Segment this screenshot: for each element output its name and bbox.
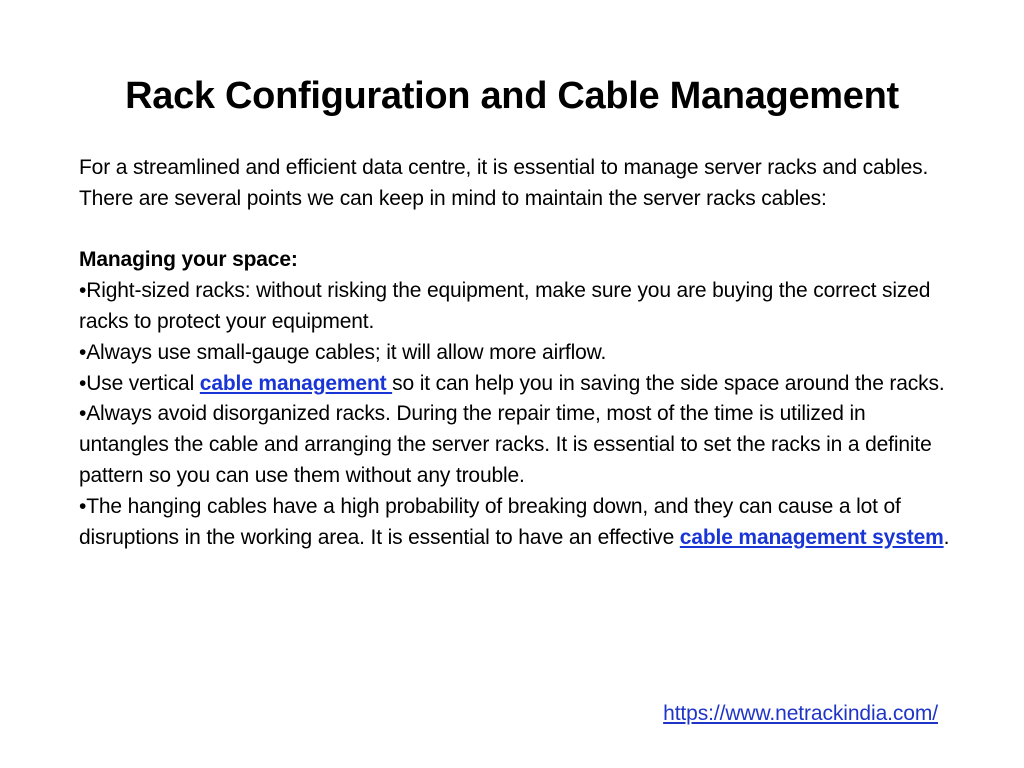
cable-management-link[interactable]: cable management: [199, 371, 393, 395]
bullet-text: Always avoid disorganized racks. During the repair time, most of the time is utilized in untangles the cable and arranging the server racks. It is essential to set the racks in a definite pattern so you can use them without any trouble.: [79, 402, 932, 487]
bullet-text: Right-sized racks: without risking the equipment, make sure you are buying the correct sized racks to protect your equipment.: [79, 279, 931, 333]
intro-paragraph: For a streamlined and efficient data centre, it is essential to manage server racks and cables. There are several points we can keep in mind to maintain the server racks cables:: [79, 156, 929, 210]
slide-title: Rack Configuration and Cable Management: [125, 75, 899, 117]
cable-management-system-link[interactable]: cable management system: [679, 525, 944, 549]
bullet-text-after: .: [943, 525, 950, 549]
bullet-item: [79, 492, 959, 554]
bullet-marker: •: [79, 340, 87, 364]
bullet-text: Always use small-gauge cables; it will allow more airflow.: [86, 340, 607, 364]
bullet-item: [79, 369, 959, 400]
bullet-text-after: so it can help you in saving the side space around the racks.: [392, 371, 945, 395]
bullet-marker: •: [79, 494, 87, 518]
slide-body: [79, 153, 959, 553]
bullet-item: [79, 399, 959, 491]
bullet-marker: •: [79, 279, 87, 303]
bullet-item: [79, 338, 959, 369]
bullet-marker: •: [79, 402, 87, 426]
bullet-marker: •: [79, 371, 87, 395]
paragraph-spacer: [79, 215, 959, 246]
section-heading: Managing your space:: [79, 248, 298, 272]
bullet-text-before: The hanging cables have a high probability of breaking down, and they can cause a lot of disruptions in the working area. It is essential to have an effective: [79, 494, 901, 549]
source-url-link[interactable]: https://www.netrackindia.com/: [663, 702, 938, 725]
bullet-text-before: Use vertical: [86, 371, 200, 395]
bullet-item: [79, 276, 959, 338]
